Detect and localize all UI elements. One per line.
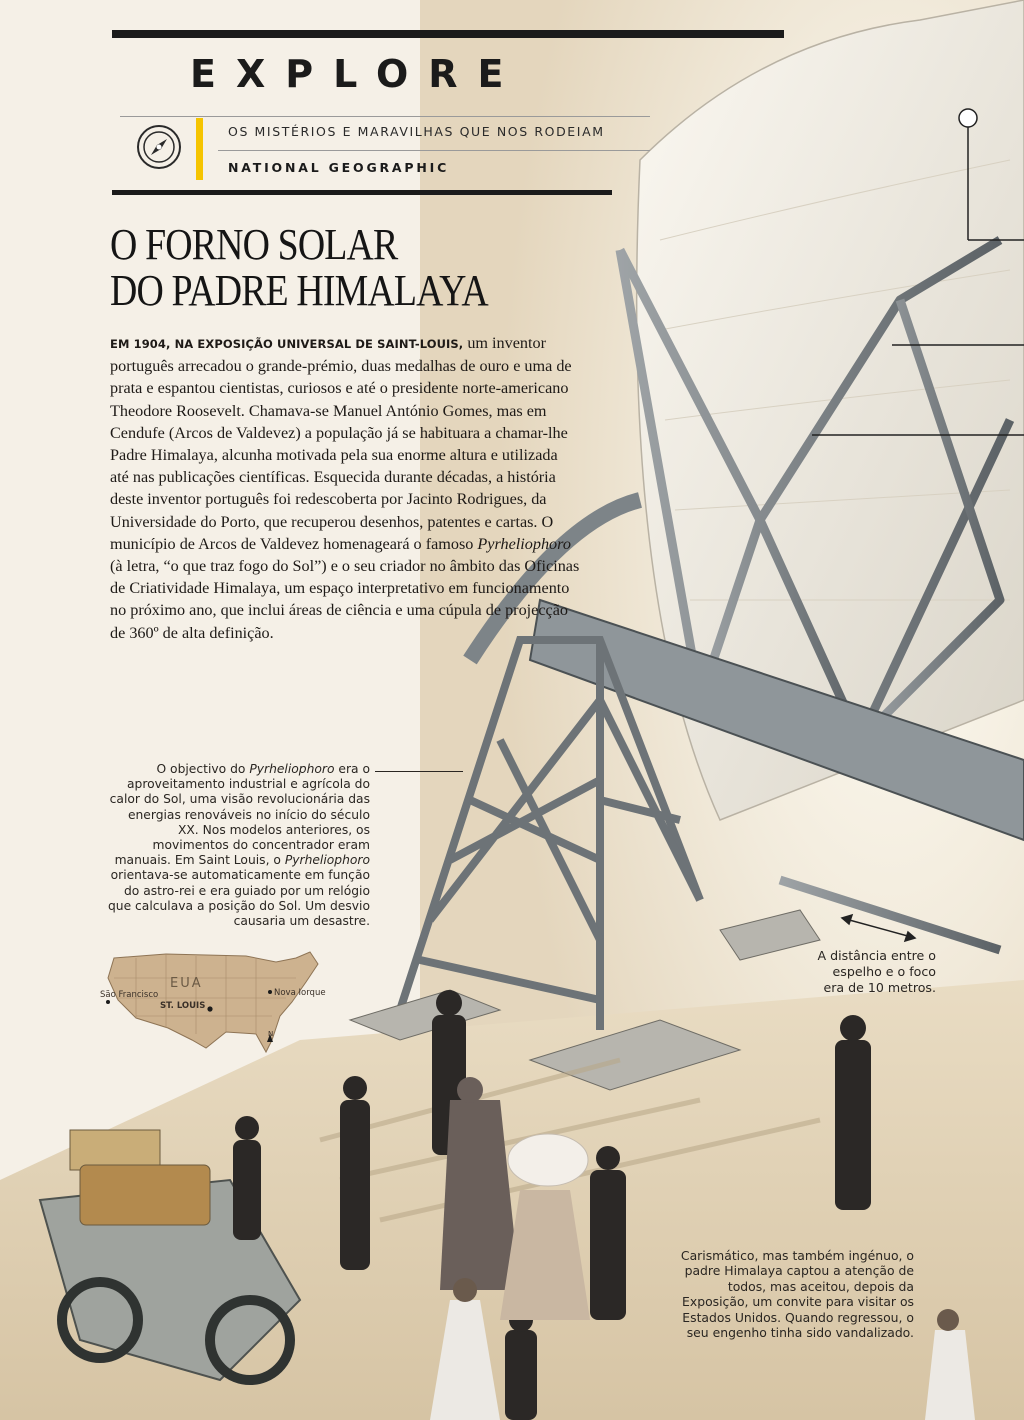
map-city-stlouis: ST. LOUIS xyxy=(160,1001,206,1011)
body-part-2: (à letra, “o que traz fogo do Sol”) e o seu criador no âmbito das Oficinas de Criatividade Himalaya, um espaço interpretativo em funcionamento no próximo ano, que inclui áreas de ciência e uma cúpula de projecção de 360º de alta definição. xyxy=(110,557,580,642)
section-title: EXPLORE xyxy=(190,52,524,96)
caption-objective-part-1: O objectivo do xyxy=(156,762,250,776)
header-bottom-rule xyxy=(112,190,612,195)
caption-objective-leader xyxy=(375,771,463,772)
map-north-indicator: N xyxy=(268,1030,274,1038)
kicker-rule-top xyxy=(120,116,650,117)
brand-name: NATIONAL GEOGRAPHIC xyxy=(228,160,450,175)
map-city-west: São Francisco xyxy=(100,990,159,1000)
article-body xyxy=(110,332,580,644)
compass-icon xyxy=(136,124,182,170)
caption-distance: A distância entre o espelho e o foco era de 10 metros. xyxy=(817,948,936,995)
brand-yellow-bar xyxy=(196,118,203,180)
kicker-text: OS MISTÉRIOS E MARAVILHAS QUE NOS RODEIAM xyxy=(228,124,605,139)
caption-charismatic: Carismático, mas também ingénuo, o padre Himalaya captou a atenção de todos, mas aceitou, depois da Exposição, um convite para visitar os Estados Unidos. Quando regressou, o seu engenho tinha sido vandalizado. xyxy=(680,1248,914,1341)
usa-locator-map xyxy=(96,948,346,1058)
kicker-rule-mid xyxy=(218,150,650,151)
lead-in: EM 1904, NA EXPOSIÇÃO UNIVERSAL DE SAINT-LOUIS, xyxy=(110,337,464,351)
body-part-1: um inventor português arrecadou o grande-prémio, duas medalhas de ouro e uma de prata e espantou cientistas, curiosos e até o presidente norte-americano Theodore Roosevelt. Chamava-se Manuel António Gomes, mas em Cendufe (Arcos de Valdevez) a população já se habituara a chamar-lhe Padre Himalaya, alcunha motivada pela sua enorme altura e utilizada até nas publicações científicas. Esquecida durante décadas, a história deste inventor português foi redescoberta por Jacinto Rodrigues, da Universidade do Porto, que recuperou desenhos, patentes e cartas. O município de Arcos de Valdevez homenageará o famoso xyxy=(110,334,572,553)
caption-objective-italic-2: Pyrheliophoro xyxy=(284,853,370,868)
caption-objective xyxy=(104,762,370,929)
caption-objective-italic-1: Pyrheliophoro xyxy=(249,762,335,776)
caption-objective-part-3: orientava-se automaticamente em função do astro-rei e era guiado por um relógio que calculava a posição do Sol. Um desvio causaria um desastre. xyxy=(107,868,370,929)
map-city-east: Nova Iorque xyxy=(274,988,326,998)
body-italic-term: Pyrheliophoro xyxy=(477,534,571,553)
top-rule xyxy=(112,30,784,38)
article-headline xyxy=(110,222,506,314)
headline-line-2: DO PADRE HIMALAYA xyxy=(110,266,488,315)
headline-line-1: O FORNO SOLAR xyxy=(110,220,398,269)
map-country-label: EUA xyxy=(170,976,203,991)
caption-objective-part-2: era o aproveitamento industrial e agrícola do calor do Sol, uma visão revolucionária das energias renováveis no início do século XX. Nos modelos anteriores, os movimentos do concentrador eram manuais. Em Saint Louis, o xyxy=(109,762,370,868)
